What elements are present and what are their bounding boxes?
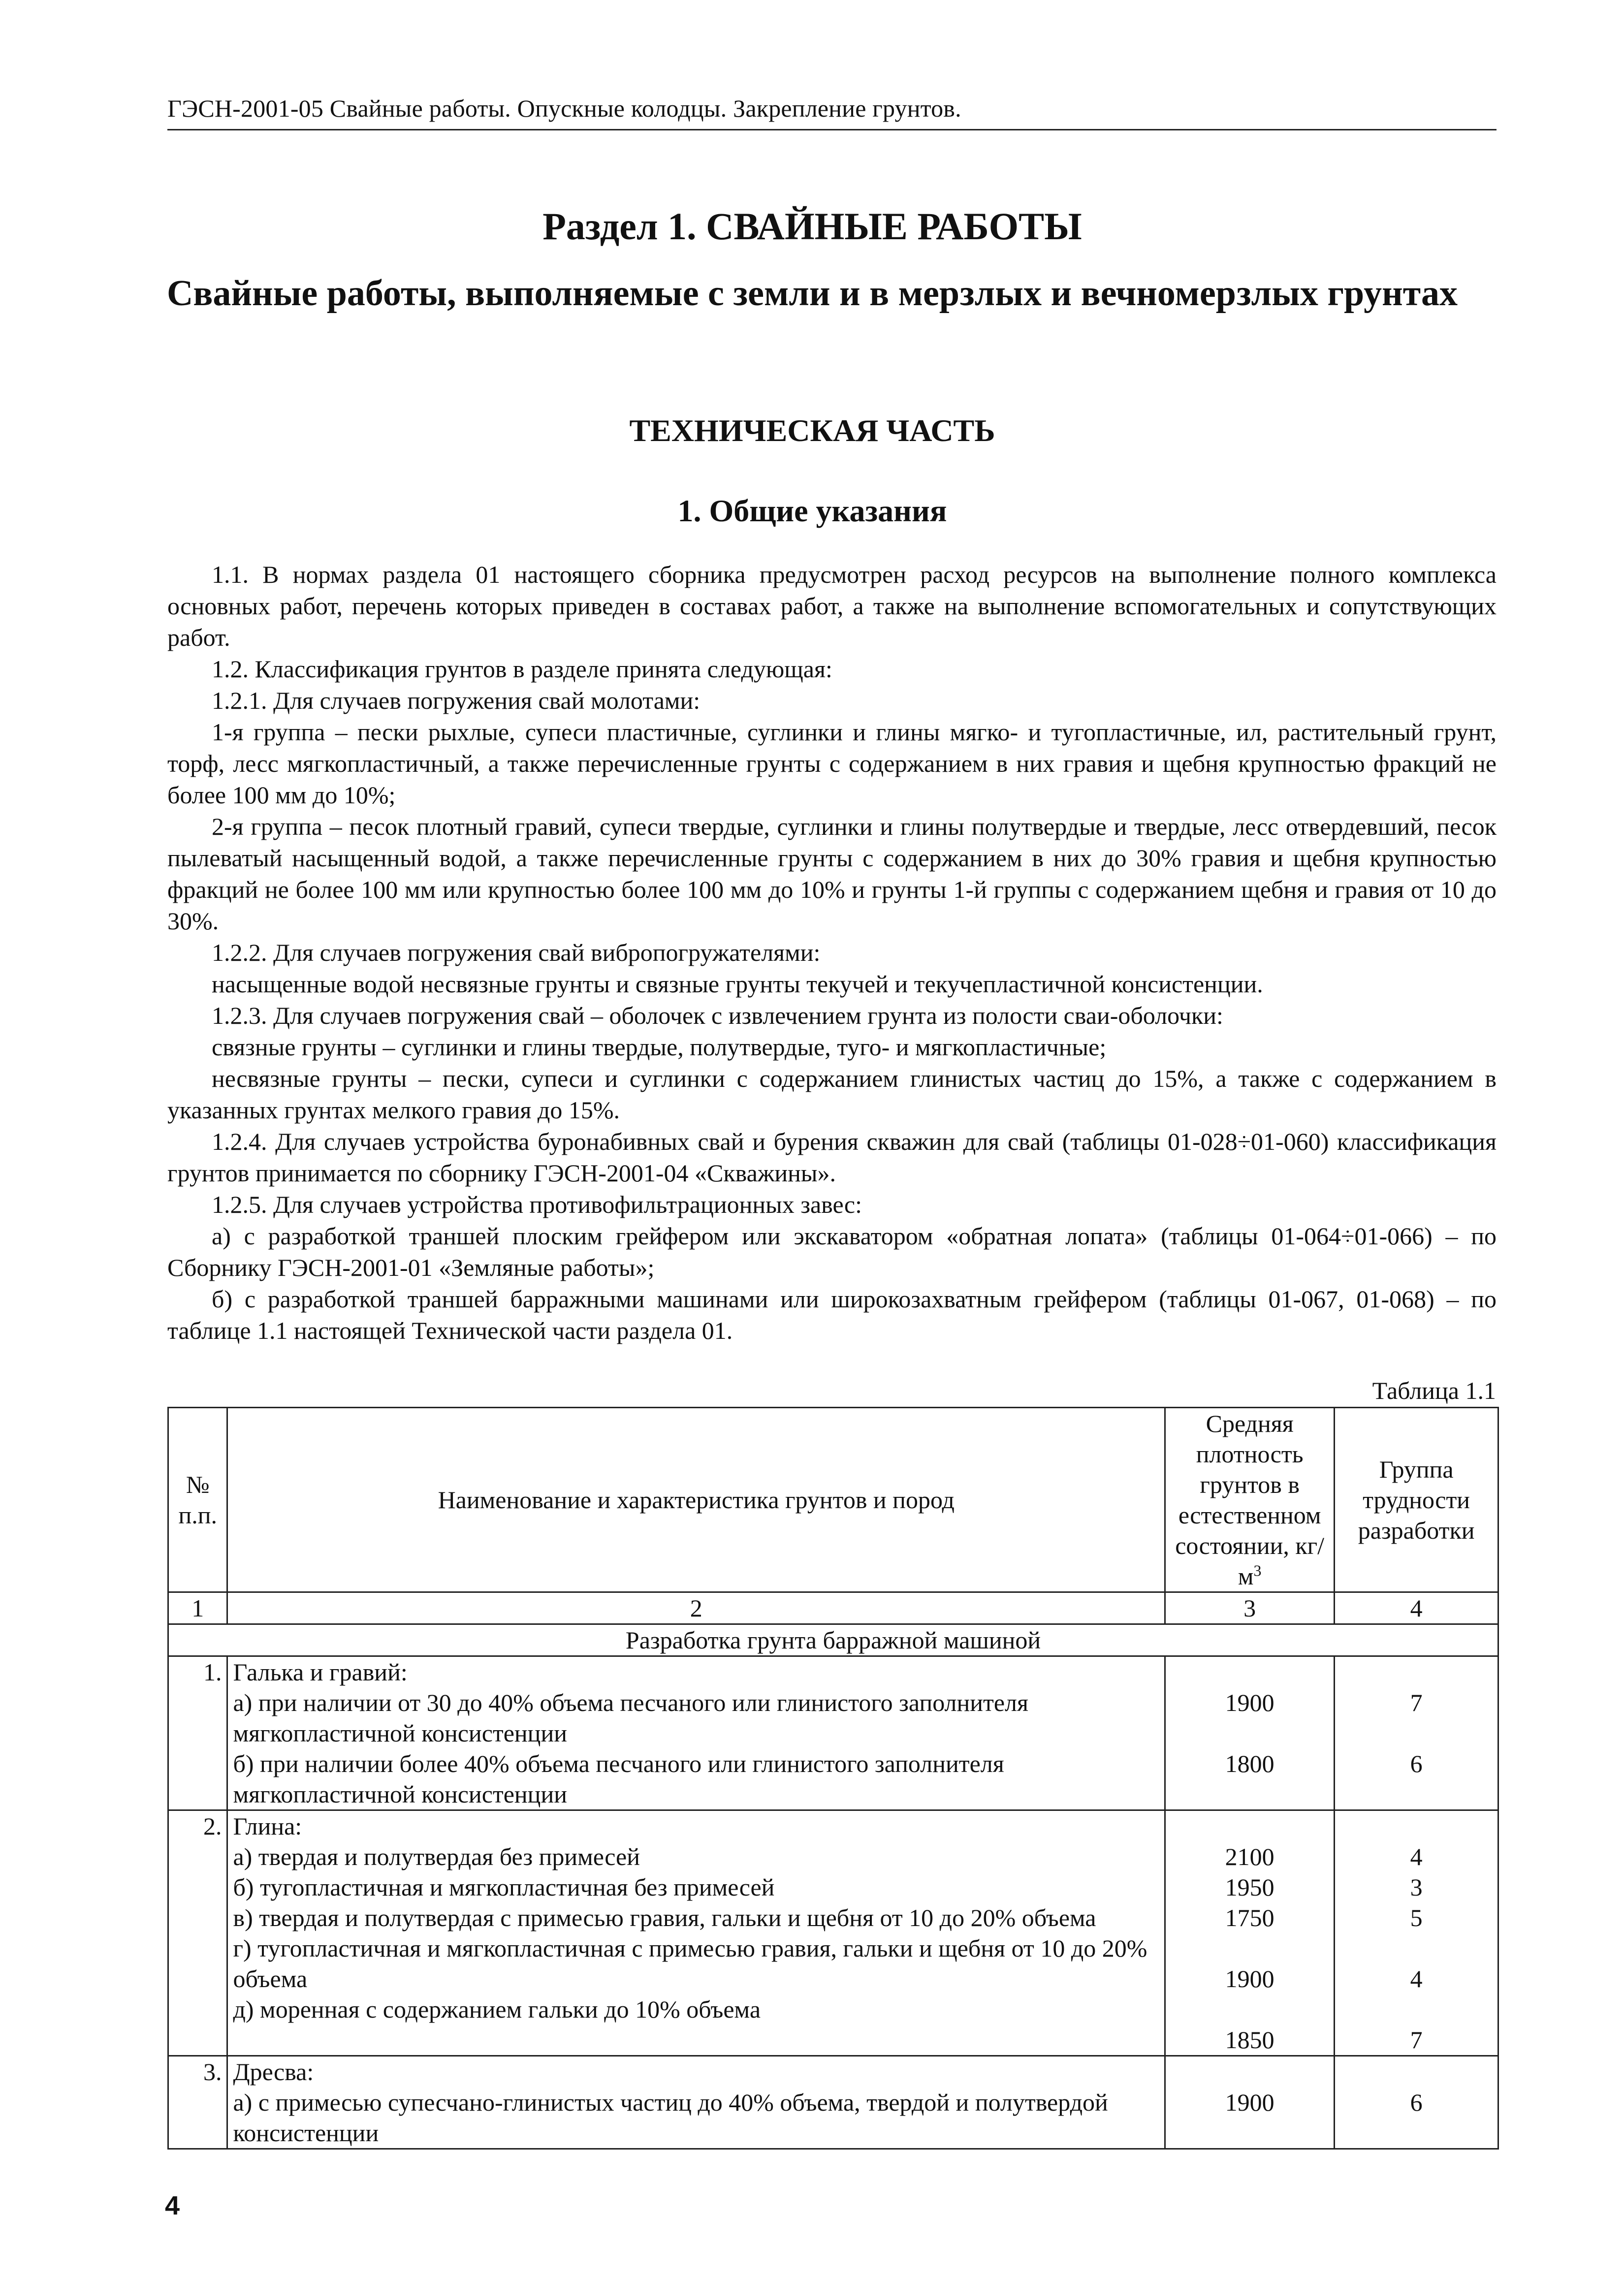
section-row xyxy=(168,1624,1498,1656)
paragraph: связные грунты – суглинки и глины твердые, полутвердые, туго- и мягкопластичные; xyxy=(212,1033,1107,1061)
table-row xyxy=(168,2056,1498,2149)
group-title: Дресва: xyxy=(233,2058,314,2086)
table-row xyxy=(168,1810,1498,2056)
row-group xyxy=(1335,2056,1498,2149)
part-title: ТЕХНИЧЕСКАЯ ЧАСТЬ xyxy=(629,413,995,448)
group-value: 7 xyxy=(1410,2026,1423,2054)
density-value: 1900 xyxy=(1225,2089,1274,2116)
header-num: № п.п. xyxy=(168,1408,227,1592)
item-name: а) твердая и полутвердая без примесей xyxy=(233,1843,640,1870)
paragraph: насыщенные водой несвязные грунты и связные грунты текучей и текучепластичной консистенции. xyxy=(212,970,1263,998)
section-title: Раздел 1. СВАЙНЫЕ РАБОТЫ xyxy=(542,205,1082,248)
row-number: 2. xyxy=(168,1810,227,2056)
paragraph: 2-я группа – песок плотный гравий, супеси твердые, суглинки и глины полутвердые и твердые, лесс отвердевший, песок пылеватый насыщенный водой, а также перечисленные грунты с содержанием в них до 30% гравия и щебня крупностью фракций не более 100 мм или крупностью более 100 мм до 10% и грунты 1-й группы с содержанием щебня и гравия от 10 до 30%. xyxy=(167,813,1497,935)
paragraph: 1.2.2. Для случаев погружения свай вибропогружателями: xyxy=(212,939,821,966)
chapter-title: 1. Общие указания xyxy=(677,493,947,528)
header-rule xyxy=(167,129,1497,130)
column-number: 2 xyxy=(227,1592,1165,1624)
group-value: 7 xyxy=(1410,1689,1423,1716)
paragraph: 1.2.3. Для случаев погружения свай – оболочек с извлечением грунта из полости сваи-оболочки: xyxy=(212,1002,1223,1029)
paragraph: 1.2.5. Для случаев устройства противофильтрационных завес: xyxy=(212,1191,862,1218)
paragraph: 1.2. Классификация грунтов в разделе принята следующая: xyxy=(212,655,832,683)
header-density-text: Средняя плотность грунтов в естественном состоянии, кг/м xyxy=(1175,1410,1325,1590)
header-group: Группа трудности разработки xyxy=(1335,1408,1498,1592)
group-value: 6 xyxy=(1410,1750,1423,1777)
group-value: 6 xyxy=(1410,2089,1423,2116)
row-name xyxy=(227,1810,1165,2056)
density-value: 1750 xyxy=(1225,1904,1274,1931)
density-value: 1950 xyxy=(1225,1873,1274,1901)
item-name: а) при наличии от 30 до 40% объема песчаного или глинистого заполнителя мягкопластичной консистенции xyxy=(233,1689,1028,1747)
column-number: 1 xyxy=(168,1592,227,1624)
row-group xyxy=(1335,1656,1498,1810)
density-value: 2100 xyxy=(1225,1843,1274,1870)
section-row-label: Разработка грунта барражной машиной xyxy=(168,1624,1498,1656)
density-value: 1850 xyxy=(1225,2026,1274,2054)
row-density xyxy=(1165,1656,1335,1810)
row-name xyxy=(227,1656,1165,1810)
paragraph: 1.2.1. Для случаев погружения свай молотами: xyxy=(212,687,701,714)
item-name: б) при наличии более 40% объема песчаного или глинистого заполнителя мягкопластичной консистенции xyxy=(233,1750,1004,1808)
group-title: Галька и гравий: xyxy=(233,1658,408,1686)
table-caption: Таблица 1.1 xyxy=(1372,1377,1496,1404)
table-header-row xyxy=(168,1408,1498,1592)
paragraph: б) с разработкой траншей барражными машинами или широкозахватным грейфером (таблицы 01-067, 01-068) – по таблице 1.1 настоящей Технической части раздела 01. xyxy=(167,1285,1497,1344)
row-number: 3. xyxy=(168,2056,227,2149)
item-name: г) тугопластичная и мягкопластичная с примесью гравия, гальки и щебня от 10 до 20% объема xyxy=(233,1934,1147,1993)
item-name: в) твердая и полутвердая с примесью гравия, гальки и щебня от 10 до 20% объема xyxy=(233,1904,1096,1931)
group-value: 4 xyxy=(1410,1965,1423,1993)
item-name: д) моренная с содержанием гальки до 10% объема xyxy=(233,1995,761,2023)
body-text xyxy=(167,559,1497,1346)
row-density xyxy=(1165,2056,1335,2149)
page-number: 4 xyxy=(165,2191,180,2220)
header-density xyxy=(1165,1408,1335,1592)
row-group xyxy=(1335,1810,1498,2056)
column-number-row xyxy=(168,1592,1498,1624)
running-header: ГЭСН-2001-05 Свайные работы. Опускные колодцы. Закрепление грунтов. xyxy=(167,95,961,122)
density-value: 1900 xyxy=(1225,1689,1274,1716)
column-number: 4 xyxy=(1335,1592,1498,1624)
group-value: 5 xyxy=(1410,1904,1423,1931)
item-name: б) тугопластичная и мягкопластичная без примесей xyxy=(233,1873,775,1901)
header-density-superscript: 3 xyxy=(1253,1561,1262,1580)
header-name: Наименование и характеристика грунтов и пород xyxy=(227,1408,1165,1592)
subsection-title: Свайные работы, выполняемые с земли и в мерзлых и вечномерзлых грунтах xyxy=(166,273,1458,314)
item-name: а) с примесью супесчано-глинистых частиц до 40% объема, твердой и полутвердой консистенции xyxy=(233,2089,1108,2147)
density-value: 1900 xyxy=(1225,1965,1274,1993)
row-name xyxy=(227,2056,1165,2149)
row-number: 1. xyxy=(168,1656,227,1810)
group-value: 4 xyxy=(1410,1843,1423,1870)
paragraph: 1.1. В нормах раздела 01 настоящего сборника предусмотрен расход ресурсов на выполнение полного комплекса основных работ, перечень которых приведен в составах работ, а также на выполнение вспомогательных и сопутствующих работ. xyxy=(167,561,1497,651)
table-row xyxy=(168,1656,1498,1810)
column-number: 3 xyxy=(1165,1592,1335,1624)
paragraph: несвязные грунты – пески, супеси и суглинки с содержанием глинистых частиц до 15%, а также с содержанием в указанных грунтах мелкого гравия до 15%. xyxy=(167,1065,1497,1124)
paragraph: а) с разработкой траншей плоским грейфером или экскаватором «обратная лопата» (таблицы 01-064÷01-066) – по Сборнику ГЭСН-2001-01 «Земляные работы»; xyxy=(167,1222,1497,1281)
group-value: 3 xyxy=(1410,1873,1423,1901)
soil-classification-table xyxy=(167,1407,1499,2150)
group-title: Глина: xyxy=(233,1812,302,1840)
density-value: 1800 xyxy=(1225,1750,1274,1777)
paragraph: 1-я группа – пески рыхлые, супеси пластичные, суглинки и глины мягко- и тугопластичные, ил, растительный грунт, торф, лесс мягкопластичный, а также перечисленные грунты с содержанием в них гравия и щебня крупностью фракций не более 100 мм до 10%; xyxy=(167,718,1497,809)
paragraph: 1.2.4. Для случаев устройства буронабивных свай и бурения скважин для свай (таблицы 01-028÷01-060) классификация грунтов принимается по сборнику ГЭСН-2001-04 «Скважины». xyxy=(167,1128,1497,1187)
row-density xyxy=(1165,1810,1335,2056)
